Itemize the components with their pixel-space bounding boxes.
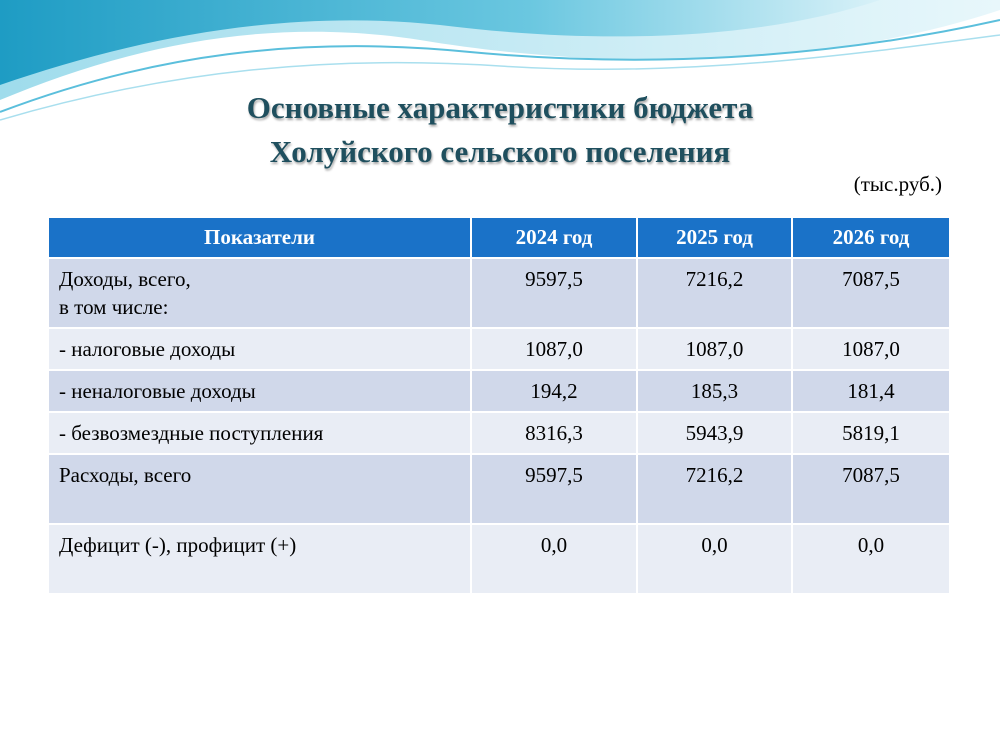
cell-2025: 185,3 bbox=[637, 370, 792, 412]
row-label: - безвозмездные поступления bbox=[49, 412, 471, 454]
row-label-line-2: в том числе: bbox=[59, 295, 169, 319]
cell-2024: 9597,5 bbox=[471, 258, 637, 328]
table-row-nontax-income bbox=[49, 370, 949, 412]
title-line-1: Основные характеристики бюджета bbox=[246, 90, 754, 125]
cell-2024: 9597,5 bbox=[471, 454, 637, 524]
column-header-2026: 2026 год bbox=[792, 218, 949, 258]
table-row-income-total bbox=[49, 258, 949, 328]
title-line-2: Холуйского сельского поселения bbox=[269, 134, 731, 169]
cell-2025: 1087,0 bbox=[637, 328, 792, 370]
cell-2024: 0,0 bbox=[471, 524, 637, 593]
row-label bbox=[49, 258, 471, 328]
row-label-line-1: Доходы, всего, bbox=[59, 267, 191, 291]
row-label: - неналоговые доходы bbox=[49, 370, 471, 412]
cell-2026: 7087,5 bbox=[792, 258, 949, 328]
budget-table bbox=[49, 218, 949, 593]
cell-2026: 5819,1 bbox=[792, 412, 949, 454]
cell-2026: 7087,5 bbox=[792, 454, 949, 524]
table-row-expenses-total bbox=[49, 454, 949, 524]
cell-2025: 0,0 bbox=[637, 524, 792, 593]
row-label: Расходы, всего bbox=[49, 454, 471, 524]
column-header-2025: 2025 год bbox=[637, 218, 792, 258]
table-header-row bbox=[49, 218, 949, 258]
table-row-grants bbox=[49, 412, 949, 454]
units-label: (тыс.руб.) bbox=[853, 172, 942, 196]
cell-2026: 1087,0 bbox=[792, 328, 949, 370]
cell-2025: 7216,2 bbox=[637, 258, 792, 328]
column-header-indicator: Показатели bbox=[49, 218, 471, 258]
cell-2024: 1087,0 bbox=[471, 328, 637, 370]
page-title bbox=[0, 86, 1000, 174]
row-label: Дефицит (-), профицит (+) bbox=[49, 524, 471, 593]
row-label: - налоговые доходы bbox=[49, 328, 471, 370]
cell-2025: 5943,9 bbox=[637, 412, 792, 454]
cell-2024: 194,2 bbox=[471, 370, 637, 412]
cell-2026: 0,0 bbox=[792, 524, 949, 593]
cell-2025: 7216,2 bbox=[637, 454, 792, 524]
cell-2026: 181,4 bbox=[792, 370, 949, 412]
table-row-deficit-surplus bbox=[49, 524, 949, 593]
table-row-tax-income bbox=[49, 328, 949, 370]
column-header-2024: 2024 год bbox=[471, 218, 637, 258]
cell-2024: 8316,3 bbox=[471, 412, 637, 454]
